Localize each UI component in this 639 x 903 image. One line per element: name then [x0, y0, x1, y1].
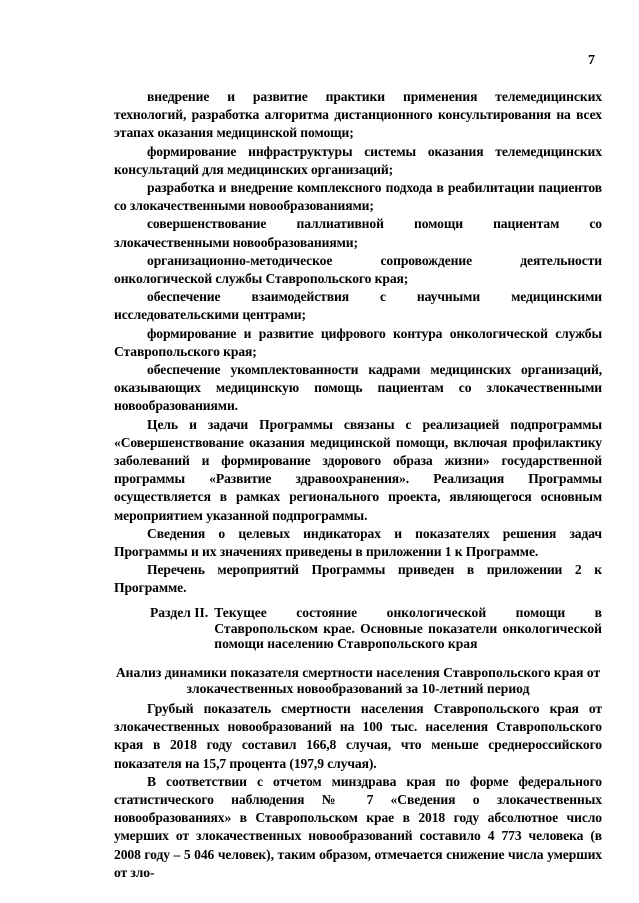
paragraph: В соответствии с отчетом минздрава края по форме федерального статистического наблюдения № 7 «Сведения о злокачественных новообразованиях» в Ставропольском крае в 2018 году абсолютное число умерших от злокачественных новообразований составило 4 773 человека (в 2008 году – 5 046 человек), таким образом, отмечается снижение числа умерших от зло-	[114, 773, 602, 880]
section-heading	[150, 605, 602, 652]
section-label: Раздел II.	[150, 605, 209, 620]
paragraph: Перечень мероприятий Программы приведен в приложении 2 к Программе.	[114, 562, 602, 596]
paragraph: обеспечение взаимодействия с научными медицинскими исследовательскими центрами;	[114, 289, 602, 323]
paragraph: Сведения о целевых индикаторах и показателях решения задач Программы и их значениях приведены в приложении 1 к Программе.	[114, 525, 602, 560]
paragraph: обеспечение укомплектованности кадрами медицинских организаций, оказывающих медицинскую помощь пациентам со злокачественными новообразованиями.	[114, 362, 602, 414]
section-title: Текущее состояние онкологической помощи в Ставропольском крае. Основные показатели онкологической помощи населению Ставропольского края	[214, 605, 602, 651]
subheading: Анализ динамики показателя смертности населения Ставропольского края от злокачественных новообразований за 10-летний период	[115, 665, 601, 696]
paragraph: формирование инфраструктуры системы оказания телемедицинских консультаций для медицинских организаций;	[114, 143, 602, 177]
body-text-top	[114, 88, 602, 598]
paragraph: формирование и развитие цифрового контура онкологической службы Ставропольского края;	[114, 325, 602, 359]
paragraph: разработка и внедрение комплексного подхода в реабилитации пациентов со злокачественными новообразованиями;	[114, 180, 602, 214]
paragraph: Грубый показатель смертности населения Ставропольского края от злокачественных новообразований на 100 тыс. населения Ставропольского края в 2018 году составил 166,8 случая, что меньше среднероссийского показателя на 15,7 процента (197,9 случая).	[114, 701, 602, 771]
paragraph: совершенствование паллиативной помощи пациентам со злокачественными новообразованиями;	[114, 216, 602, 250]
paragraph: внедрение и развитие практики применения телемедицинских технологий, разработка алгоритма дистанционного консультирования на всех этапах оказания медицинской помощи;	[114, 89, 602, 141]
page-number: 7	[588, 53, 595, 68]
paragraph: Цель и задачи Программы связаны с реализацией подпрограммы «Совершенствование оказания медицинской помощи, включая профилактику заболеваний и формирование здорового образа жизни» государственной программы «Развитие здравоохранения». Реализация Программы осуществляется в рамках регионального проекта, являющегося основным мероприятием указанной подпрограммы.	[114, 416, 602, 523]
paragraph: организационно-методическое сопровождение деятельности онкологической службы Ставропольского края;	[114, 252, 602, 287]
body-text-bottom	[114, 700, 602, 882]
